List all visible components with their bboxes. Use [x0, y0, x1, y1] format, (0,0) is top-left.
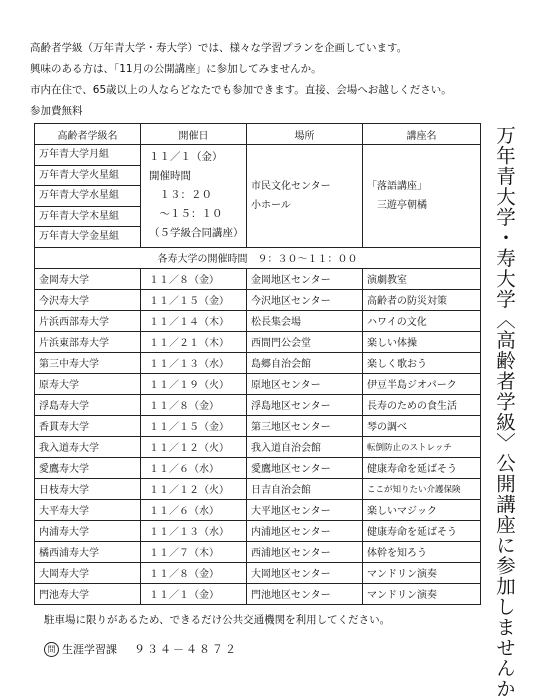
group-date-line: １１／１（金） — [149, 151, 223, 164]
table-row — [35, 583, 481, 604]
schedule-table — [34, 123, 481, 605]
row-name: 今沢寿大学 — [35, 289, 141, 310]
row-date: １１／１５（金） — [141, 415, 247, 436]
row-course: 転倒防止のストレッチ — [363, 436, 481, 457]
group-name: 万年青大学火星組 — [35, 166, 140, 187]
fee-note: 参加費無料 — [30, 105, 83, 117]
row-name: 日枝寿大学 — [35, 478, 141, 499]
row-date: １１／８（金） — [141, 562, 247, 583]
intro-line: 興味のある方は、「11月の公開講座」に参加してみませんか。 — [30, 63, 322, 75]
row-course: マンドリン演奏 — [363, 562, 481, 583]
phone-number: ９３４－４８７２ — [134, 643, 238, 656]
row-venue: 日吉自治会館 — [247, 478, 363, 499]
table-body — [35, 268, 481, 604]
table-row — [35, 520, 481, 541]
row-name: 原寿大学 — [35, 373, 141, 394]
table-row — [35, 310, 481, 331]
department-name: 生涯学習課 — [62, 643, 117, 656]
group-venue-line: 市民文化センター — [251, 180, 331, 192]
group-names — [35, 145, 141, 248]
row-course: 長寿のための食生活 — [363, 394, 481, 415]
table-row — [35, 394, 481, 415]
table-row — [35, 541, 481, 562]
intro-line: 高齢者学級（万年青大学・寿大学）では、様々な学習プランを企画しています。 — [30, 42, 408, 54]
row-course: 演劇教室 — [363, 268, 481, 289]
row-venue: 門池地区センター — [247, 583, 363, 604]
row-course: 楽しい体操 — [363, 331, 481, 352]
group-row — [35, 145, 481, 248]
group-time-start: １３：２０ — [149, 189, 212, 202]
row-venue: 西間門公会堂 — [247, 331, 363, 352]
row-venue: 島郷自治会館 — [247, 352, 363, 373]
table-row — [35, 562, 481, 583]
table-row — [35, 373, 481, 394]
group-name: 万年青大学水星組 — [35, 186, 140, 207]
group-course-line: 「落語講座」 — [367, 180, 427, 192]
row-name: 我入道寿大学 — [35, 436, 141, 457]
row-date: １１／１４（木） — [141, 310, 247, 331]
row-name: 香貫寿大学 — [35, 415, 141, 436]
row-course: ハワイの文化 — [363, 310, 481, 331]
row-venue: 大岡地区センター — [247, 562, 363, 583]
group-course — [363, 145, 481, 248]
intro-line: 市内在住で、65歳以上の人ならどなたでも参加できます。直接、会場へお越しください。 — [30, 84, 452, 96]
row-date: １１／１２（火） — [141, 478, 247, 499]
banner-row — [35, 247, 481, 268]
row-date: １１／６（水） — [141, 457, 247, 478]
table-row — [35, 268, 481, 289]
row-date: １１／１３（水） — [141, 520, 247, 541]
row-name: 浮島寿大学 — [35, 394, 141, 415]
row-name: 大平寿大学 — [35, 499, 141, 520]
row-date: １１／８（金） — [141, 268, 247, 289]
row-course: 体幹を知ろう — [363, 541, 481, 562]
row-venue: 浮島地区センター — [247, 394, 363, 415]
row-venue: 愛鷹地区センター — [247, 457, 363, 478]
row-name: 愛鷹寿大学 — [35, 457, 141, 478]
group-joint-note: （５学級合同講座） — [149, 227, 244, 240]
table-row — [35, 289, 481, 310]
row-course: 楽しいマジック — [363, 499, 481, 520]
contact-line — [44, 641, 238, 657]
vertical-title: 万年青大学・寿大学〈高齢者学級〉公開講座に参加しませんか — [493, 125, 516, 699]
session-time-banner: 各寿大学の開催時間 ９：３０～１１：００ — [35, 247, 481, 268]
header-course: 講座名 — [363, 124, 481, 145]
group-name: 万年青大学月組 — [35, 145, 140, 166]
group-course-line: 三遊亭朝橘 — [367, 199, 427, 211]
row-date: １１／２１（木） — [141, 331, 247, 352]
row-venue: 西浦地区センター — [247, 541, 363, 562]
row-date: １１／１３（水） — [141, 352, 247, 373]
row-name: 橘西浦寿大学 — [35, 541, 141, 562]
row-course: 伊豆半島ジオパーク — [363, 373, 481, 394]
group-name: 万年青大学金星組 — [39, 231, 119, 243]
row-venue: 我入道自治会館 — [247, 436, 363, 457]
row-name: 片浜西部寿大学 — [35, 310, 141, 331]
table-row — [35, 457, 481, 478]
row-date: １１／８（金） — [141, 394, 247, 415]
table-row — [35, 331, 481, 352]
intro-text — [30, 38, 510, 122]
row-name: 門池寿大学 — [35, 583, 141, 604]
row-name: 内浦寿大学 — [35, 520, 141, 541]
header-venue: 場所 — [247, 124, 363, 145]
row-course: 琴の調べ — [363, 415, 481, 436]
group-time-label: 開催時間 — [149, 170, 191, 183]
group-date — [141, 145, 247, 248]
table-row — [35, 499, 481, 520]
row-venue: 第三地区センター — [247, 415, 363, 436]
row-course: 健康寿命を延ばそう — [363, 457, 481, 478]
row-venue: 今沢地区センター — [247, 289, 363, 310]
row-date: １１／７（木） — [141, 541, 247, 562]
parking-note: 駐車場に限りがあるため、できるだけ公共交通機関を利用してください。 — [44, 614, 391, 626]
row-course: ここが知りたい介護保険 — [363, 478, 481, 499]
row-course: マンドリン演奏 — [363, 583, 481, 604]
row-course: 楽しく歌おう — [363, 352, 481, 373]
group-venue-line: 小ホール — [251, 199, 291, 211]
row-name: 片浜東部寿大学 — [35, 331, 141, 352]
table-row — [35, 436, 481, 457]
row-name: 第三中寿大学 — [35, 352, 141, 373]
table-row — [35, 415, 481, 436]
row-venue: 原地区センター — [247, 373, 363, 394]
row-date: １１／１５（金） — [141, 289, 247, 310]
group-time-end: ～１５：１０ — [149, 208, 223, 221]
row-date: １１／６（水） — [141, 499, 247, 520]
row-date: １１／１２（火） — [141, 436, 247, 457]
group-name: 万年青大学木星組 — [35, 207, 140, 228]
row-venue: 金岡地区センター — [247, 268, 363, 289]
row-venue: 大平地区センター — [247, 499, 363, 520]
group-venue — [247, 145, 363, 248]
row-course: 健康寿命を延ばそう — [363, 520, 481, 541]
header-date: 開催日 — [141, 124, 247, 145]
row-date: １１／１９（火） — [141, 373, 247, 394]
table-row — [35, 352, 481, 373]
row-venue: 内浦地区センター — [247, 520, 363, 541]
inquiry-icon: 問 — [44, 642, 59, 657]
row-name: 大岡寿大学 — [35, 562, 141, 583]
row-date: １１／１（金） — [141, 583, 247, 604]
table-header-row — [35, 124, 481, 145]
table-row — [35, 478, 481, 499]
row-venue: 松長集会場 — [247, 310, 363, 331]
row-course: 高齢者の防災対策 — [363, 289, 481, 310]
header-class-name: 高齢者学級名 — [35, 124, 141, 145]
row-name: 金岡寿大学 — [35, 268, 141, 289]
